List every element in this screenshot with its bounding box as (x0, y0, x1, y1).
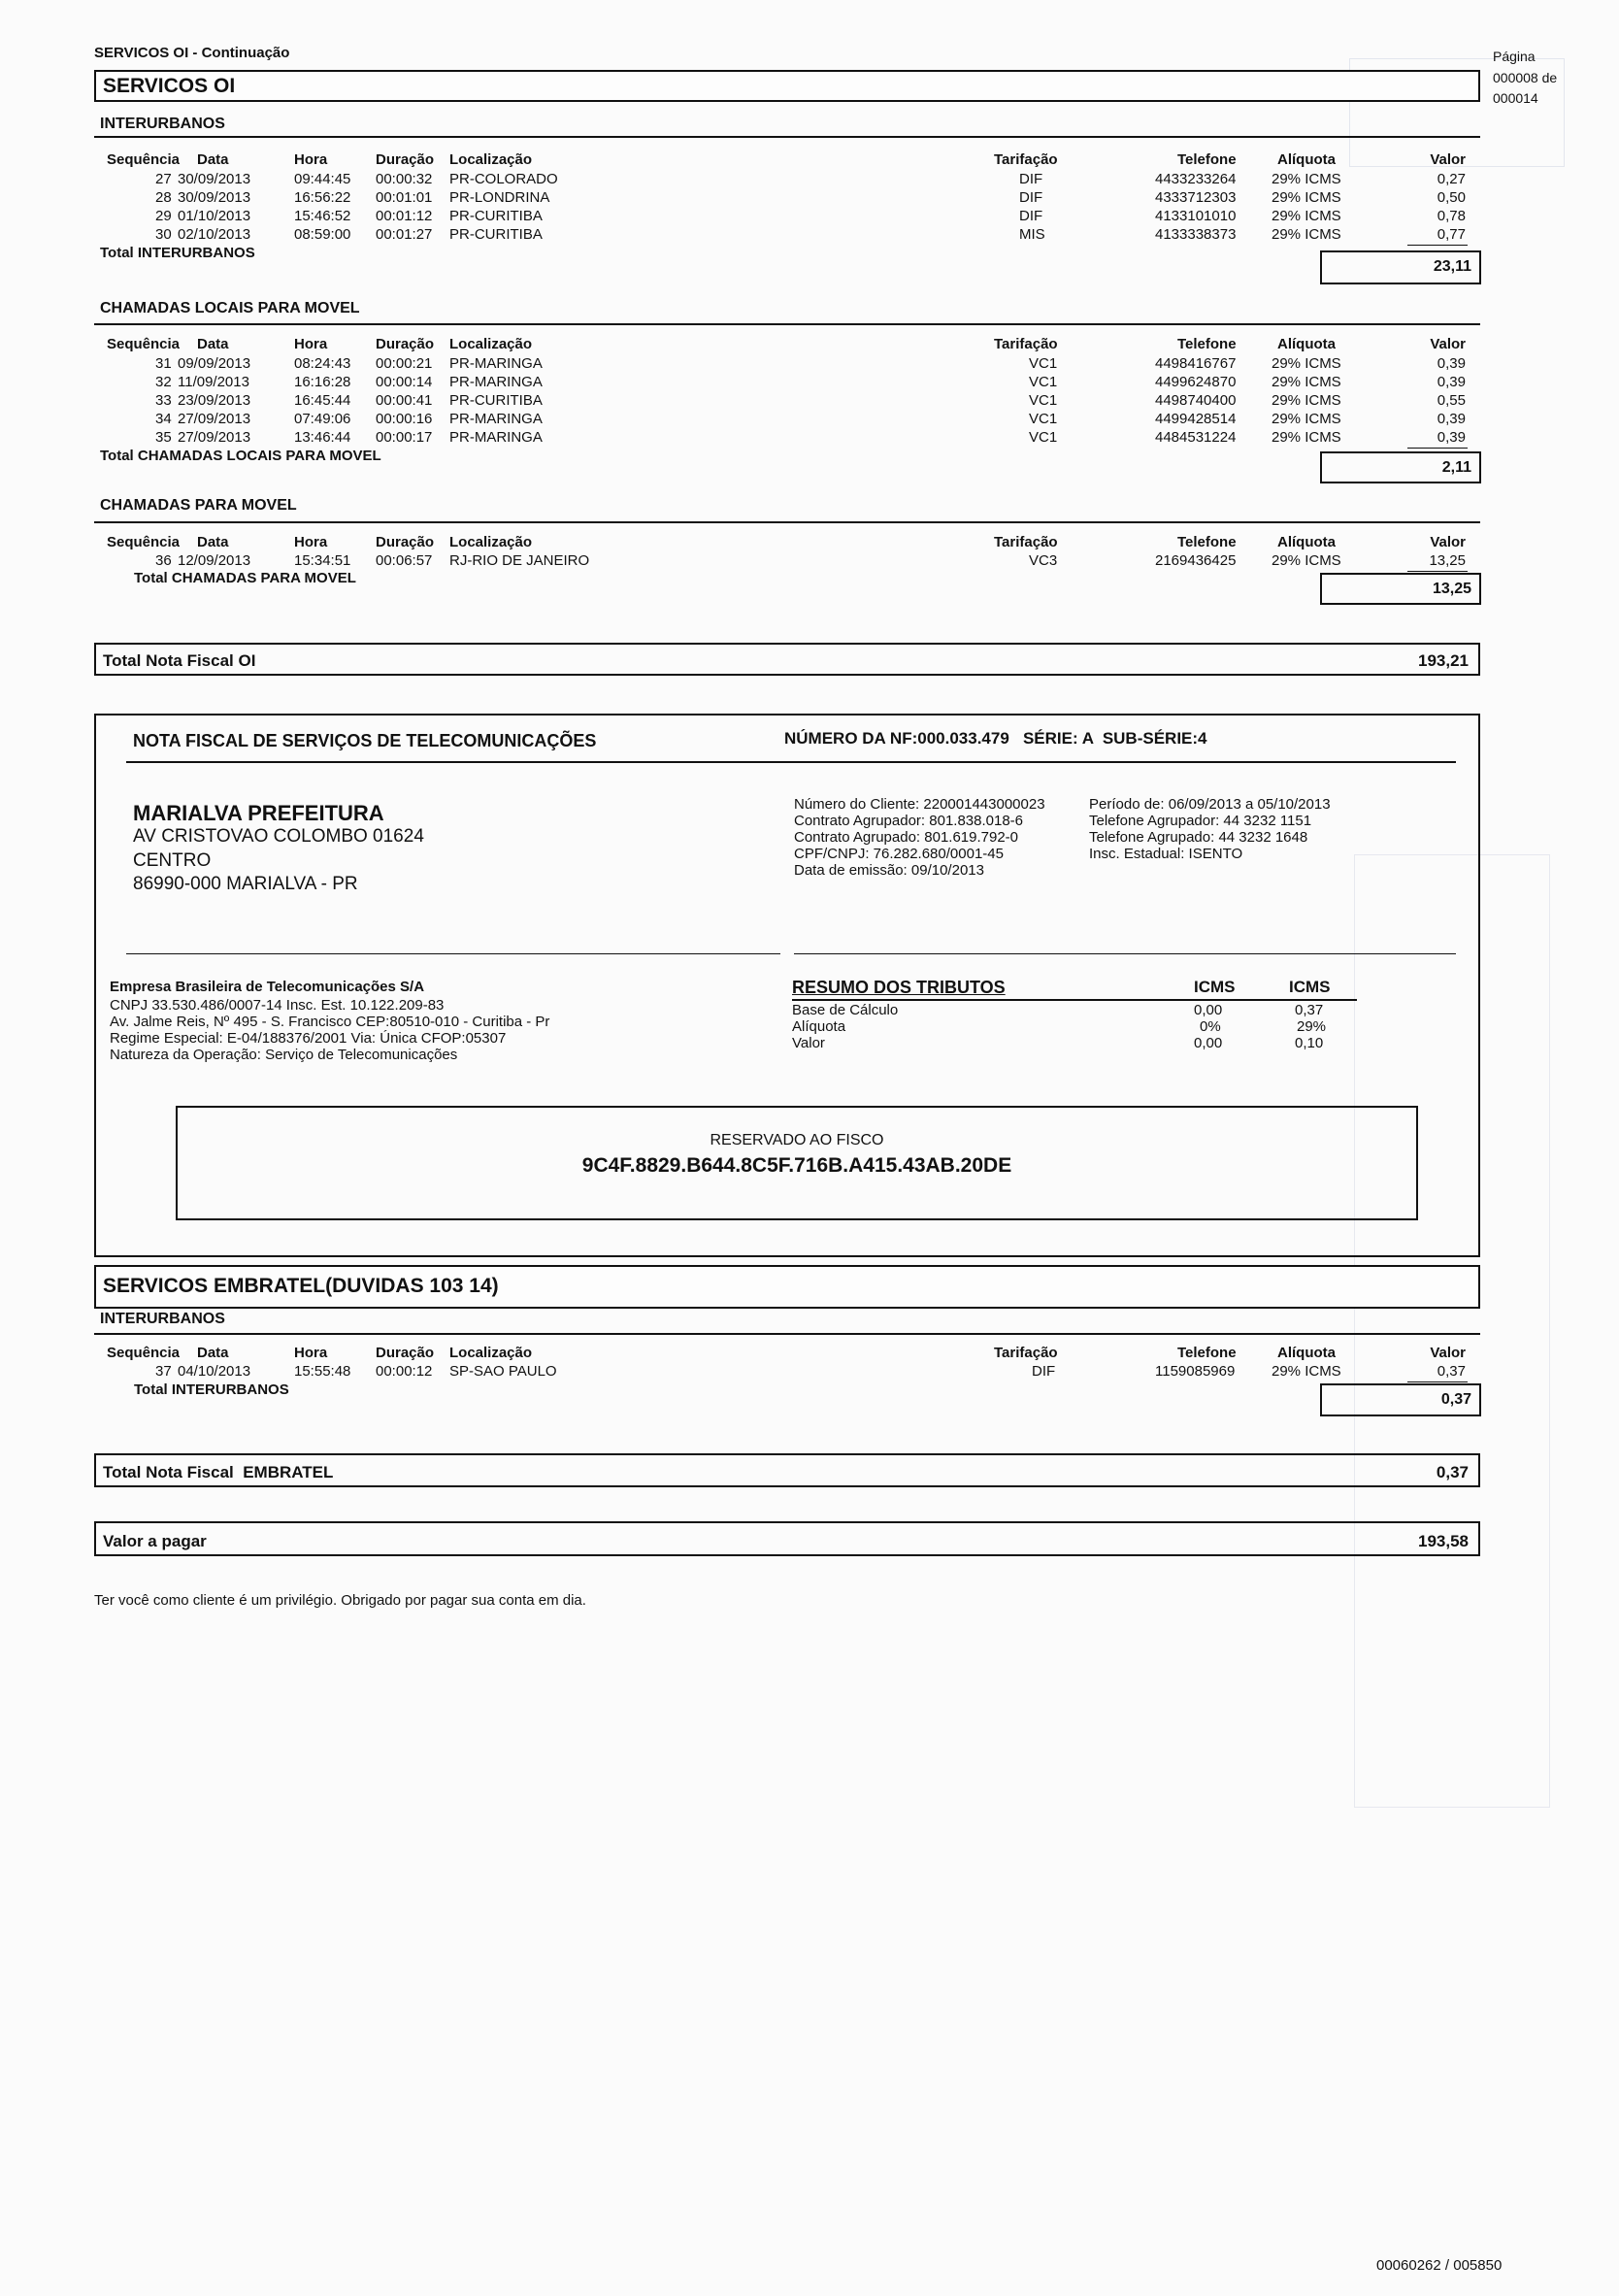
cell-tel: 2169436425 (1155, 552, 1237, 569)
cell-loc: PR-MARINGA (449, 429, 543, 446)
cell-data: 12/09/2013 (178, 552, 251, 569)
amount-due-label: Valor a pagar (103, 1532, 207, 1550)
cell-tar: VC1 (1029, 374, 1058, 390)
col-val: Valor (1430, 336, 1466, 352)
tax-v2: 0,37 (1295, 1002, 1324, 1018)
subtotal-label: Total CHAMADAS LOCAIS PARA MOVEL (100, 448, 381, 464)
cell-hora: 15:55:48 (294, 1363, 351, 1380)
footer-code: 00060262 / 005850 (1376, 2257, 1503, 2274)
col-dur: Duração (376, 534, 435, 550)
cell-tar: DIF (1019, 171, 1043, 187)
tax-v2: 29% (1297, 1018, 1327, 1035)
issuer-line: Av. Jalme Reis, Nº 495 - S. Francisco CEP:80510-010 - Curitiba - Pr (110, 1014, 550, 1030)
col-loc: Localização (449, 336, 533, 352)
nf-total-label: Total Nota Fiscal OI (103, 651, 256, 670)
col-data: Data (197, 151, 229, 168)
cell-dur: 00:00:32 (376, 171, 433, 187)
col-dur: Duração (376, 1345, 435, 1361)
cell-tar: DIF (1019, 208, 1043, 224)
col-dur: Duração (376, 151, 435, 168)
underline (1407, 245, 1468, 246)
tax-col-1: ICMS (1194, 978, 1236, 996)
cell-tar: DIF (1019, 189, 1043, 206)
tax-label: Base de Cálculo (792, 1002, 899, 1018)
cell-aliq: 29% ICMS (1272, 392, 1341, 409)
cell-val: 0,55 (1437, 392, 1466, 409)
nf-total-value: 0,37 (1436, 1463, 1469, 1481)
cell-dur: 00:00:41 (376, 392, 433, 409)
tax-summary-title: RESUMO DOS TRIBUTOS (792, 978, 1006, 997)
info-line: Data de emissão: 09/10/2013 (794, 862, 984, 879)
info-right (1089, 796, 1331, 862)
cell-aliq: 29% ICMS (1272, 171, 1341, 187)
cell-tel: 4433233264 (1155, 171, 1237, 187)
cell-data: 02/10/2013 (178, 226, 251, 243)
cell-hora: 08:59:00 (294, 226, 351, 243)
cell-loc: SP-SAO PAULO (449, 1363, 557, 1380)
cell-tel: 4498416767 (1155, 355, 1237, 372)
col-data: Data (197, 534, 229, 550)
col-tel: Telefone (1177, 534, 1237, 550)
underline (1407, 448, 1468, 449)
cell-hora: 08:24:43 (294, 355, 351, 372)
section-title: SERVICOS EMBRATEL(DUVIDAS 103 14) (103, 1275, 499, 1297)
cell-dur: 00:00:16 (376, 411, 433, 427)
subtotal-box: 2,11 (1320, 451, 1481, 483)
cell-val: 0,37 (1437, 1363, 1466, 1380)
tax-v1: 0% (1200, 1018, 1221, 1035)
continuation-title: SERVICOS OI - Continuação (94, 45, 290, 61)
col-aliq: Alíquota (1277, 534, 1336, 550)
info-line: Contrato Agrupado: 801.619.792-0 (794, 829, 1019, 846)
cell-hora: 07:49:06 (294, 411, 351, 427)
cell-seq: 29 (155, 208, 172, 224)
cell-seq: 32 (155, 374, 172, 390)
cell-val: 0,39 (1437, 429, 1466, 446)
cell-data: 01/10/2013 (178, 208, 251, 224)
info-line: Contrato Agrupador: 801.838.018-6 (794, 813, 1024, 829)
cell-hora: 15:34:51 (294, 552, 351, 569)
col-loc: Localização (449, 1345, 533, 1361)
divider (94, 323, 1480, 325)
col-loc: Localização (449, 151, 533, 168)
issuer-block (110, 979, 549, 1063)
cell-hora: 16:56:22 (294, 189, 351, 206)
cell-data: 23/09/2013 (178, 392, 251, 409)
cell-aliq: 29% ICMS (1272, 355, 1341, 372)
cell-seq: 30 (155, 226, 172, 243)
col-seq: Sequência (107, 336, 181, 352)
cell-hora: 15:46:52 (294, 208, 351, 224)
cell-tel: 4333712303 (1155, 189, 1237, 206)
info-line: Telefone Agrupador: 44 3232 1151 (1089, 813, 1312, 829)
subtotal-box: 23,11 (1320, 250, 1481, 284)
cell-seq: 31 (155, 355, 172, 372)
divider (792, 999, 1357, 1001)
underline (1407, 1381, 1468, 1382)
cell-val: 0,77 (1437, 226, 1466, 243)
col-tar: Tarifação (994, 151, 1058, 168)
page-total: 000014 (1493, 90, 1538, 106)
cell-loc: PR-CURITIBA (449, 392, 543, 409)
cell-loc: PR-LONDRINA (449, 189, 550, 206)
cell-loc: PR-MARINGA (449, 411, 543, 427)
page-number: 000008 de (1493, 70, 1558, 85)
cell-hora: 13:46:44 (294, 429, 351, 446)
cell-tel: 4133101010 (1155, 208, 1237, 224)
tax-label: Alíquota (792, 1018, 846, 1035)
info-line: Número do Cliente: 220001443000023 (794, 796, 1045, 813)
cell-dur: 00:00:21 (376, 355, 433, 372)
cell-seq: 27 (155, 171, 172, 187)
cell-tar: VC1 (1029, 355, 1058, 372)
issuer-line: CNPJ 33.530.486/0007-14 Insc. Est. 10.122.209-83 (110, 997, 445, 1014)
issuer-line: Regime Especial: E-04/188376/2001 Via: Única CFOP:05307 (110, 1030, 507, 1047)
cell-loc: PR-MARINGA (449, 374, 543, 390)
issuer-line: Natureza da Operação: Serviço de Telecomunicações (110, 1047, 458, 1063)
cell-dur: 00:00:12 (376, 1363, 433, 1380)
subsection-title: INTERURBANOS (100, 1311, 225, 1327)
col-tel: Telefone (1177, 1345, 1237, 1361)
client-district: CENTRO (133, 850, 212, 871)
cell-seq: 34 (155, 411, 172, 427)
cell-loc: RJ-RIO DE JANEIRO (449, 552, 590, 569)
cell-loc: PR-COLORADO (449, 171, 558, 187)
tax-v2: 0,10 (1295, 1035, 1324, 1051)
cell-aliq: 29% ICMS (1272, 552, 1341, 569)
cell-data: 30/09/2013 (178, 171, 251, 187)
nf-total-value: 193,21 (1418, 651, 1469, 670)
nf-total-oi (94, 643, 1480, 676)
cell-aliq: 29% ICMS (1272, 411, 1341, 427)
cell-val: 0,27 (1437, 171, 1466, 187)
cell-val: 0,39 (1437, 411, 1466, 427)
section-title: SERVICOS OI (103, 75, 236, 97)
cell-tar: DIF (1032, 1363, 1056, 1380)
cell-dur: 00:00:17 (376, 429, 433, 446)
col-aliq: Alíquota (1277, 1345, 1336, 1361)
subtotal-box: 13,25 (1320, 573, 1481, 605)
cell-seq: 28 (155, 189, 172, 206)
cell-tel: 4498740400 (1155, 392, 1237, 409)
amount-due-value: 193,58 (1418, 1532, 1469, 1550)
subsection-title: CHAMADAS LOCAIS PARA MOVEL (100, 300, 360, 316)
client-name: MARIALVA PREFEITURA (133, 801, 384, 825)
cell-tel: 4484531224 (1155, 429, 1237, 446)
cell-data: 30/09/2013 (178, 189, 251, 206)
tax-label: Valor (792, 1035, 825, 1051)
cell-aliq: 29% ICMS (1272, 189, 1341, 206)
cell-tel: 4133338373 (1155, 226, 1237, 243)
divider (126, 953, 780, 954)
cell-hora: 16:16:28 (294, 374, 351, 390)
client-city: 86990-000 MARIALVA - PR (133, 874, 358, 894)
col-hora: Hora (294, 534, 328, 550)
nf-title: NOTA FISCAL DE SERVIÇOS DE TELECOMUNICAÇÕES (133, 731, 597, 750)
cell-dur: 00:01:12 (376, 208, 433, 224)
cell-aliq: 29% ICMS (1272, 1363, 1341, 1380)
cell-seq: 36 (155, 552, 172, 569)
col-data: Data (197, 336, 229, 352)
section-header-embratel (94, 1265, 1480, 1309)
cell-tar: VC1 (1029, 411, 1058, 427)
col-aliq: Alíquota (1277, 151, 1336, 168)
nf-total-label: Total Nota Fiscal EMBRATEL (103, 1463, 334, 1481)
cell-aliq: 29% ICMS (1272, 374, 1341, 390)
cell-aliq: 29% ICMS (1272, 226, 1341, 243)
col-data: Data (197, 1345, 229, 1361)
col-val: Valor (1430, 151, 1466, 168)
cell-tel: 4499624870 (1155, 374, 1237, 390)
cell-data: 27/09/2013 (178, 411, 251, 427)
col-tar: Tarifação (994, 1345, 1058, 1361)
divider (94, 1333, 1480, 1335)
cell-data: 09/09/2013 (178, 355, 251, 372)
cell-val: 13,25 (1429, 552, 1466, 569)
client-address: AV CRISTOVAO COLOMBO 01624 (133, 826, 424, 847)
info-line: CPF/CNPJ: 76.282.680/0001-45 (794, 846, 1004, 862)
cell-val: 0,39 (1437, 374, 1466, 390)
cell-aliq: 29% ICMS (1272, 208, 1341, 224)
col-tel: Telefone (1177, 151, 1237, 168)
col-tar: Tarifação (994, 336, 1058, 352)
cell-hora: 09:44:45 (294, 171, 351, 187)
info-left (794, 796, 1045, 879)
tax-v1: 0,00 (1194, 1002, 1223, 1018)
subsection-title: INTERURBANOS (100, 116, 225, 132)
col-seq: Sequência (107, 151, 181, 168)
col-dur: Duração (376, 336, 435, 352)
underline (1407, 571, 1468, 572)
info-line: Insc. Estadual: ISENTO (1089, 846, 1243, 862)
cell-aliq: 29% ICMS (1272, 429, 1341, 446)
cell-seq: 33 (155, 392, 172, 409)
col-loc: Localização (449, 534, 533, 550)
cell-loc: PR-MARINGA (449, 355, 543, 372)
cell-tel: 1159085969 (1155, 1363, 1236, 1380)
col-val: Valor (1430, 534, 1466, 550)
col-hora: Hora (294, 151, 328, 168)
info-line: Telefone Agrupado: 44 3232 1648 (1089, 829, 1308, 846)
cell-seq: 35 (155, 429, 172, 446)
fisco-label: RESERVADO AO FISCO (710, 1132, 884, 1148)
thank-you-message: Ter você como cliente é um privilégio. Obrigado por pagar sua conta em dia. (94, 1592, 586, 1609)
cell-loc: PR-CURITIBA (449, 226, 543, 243)
nf-total-embratel (94, 1453, 1480, 1487)
cell-tel: 4499428514 (1155, 411, 1237, 427)
cell-dur: 00:06:57 (376, 552, 433, 569)
cell-data: 04/10/2013 (178, 1363, 251, 1380)
section-header-oi (94, 70, 1480, 102)
subtotal-label: Total CHAMADAS PARA MOVEL (134, 570, 356, 586)
page-label: Página (1493, 49, 1536, 64)
subtotal-label: Total INTERURBANOS (134, 1381, 289, 1398)
cell-seq: 37 (155, 1363, 172, 1380)
cell-val: 0,39 (1437, 355, 1466, 372)
cell-hora: 16:45:44 (294, 392, 351, 409)
col-val: Valor (1430, 1345, 1466, 1361)
nf-number: NÚMERO DA NF:000.033.479 SÉRIE: A SUB-SÉRIE:4 (784, 729, 1207, 748)
cell-tar: VC1 (1029, 392, 1058, 409)
col-seq: Sequência (107, 534, 181, 550)
cell-val: 0,78 (1437, 208, 1466, 224)
divider (94, 521, 1480, 523)
cell-tar: VC1 (1029, 429, 1058, 446)
cell-data: 27/09/2013 (178, 429, 251, 446)
cell-tar: MIS (1019, 226, 1045, 243)
fisco-box (176, 1106, 1418, 1220)
col-tar: Tarifação (994, 534, 1058, 550)
cell-dur: 00:00:14 (376, 374, 433, 390)
col-hora: Hora (294, 336, 328, 352)
divider (94, 136, 1480, 138)
col-seq: Sequência (107, 1345, 181, 1361)
col-tel: Telefone (1177, 336, 1237, 352)
subtotal-box: 0,37 (1320, 1383, 1481, 1416)
divider (794, 953, 1456, 954)
cell-loc: PR-CURITIBA (449, 208, 543, 224)
tax-col-2: ICMS (1289, 978, 1331, 996)
info-line: Período de: 06/09/2013 a 05/10/2013 (1089, 796, 1331, 813)
tax-v1: 0,00 (1194, 1035, 1223, 1051)
fisco-code: 9C4F.8829.B644.8C5F.716B.A415.43AB.20DE (581, 1154, 1012, 1177)
col-hora: Hora (294, 1345, 328, 1361)
divider (126, 761, 1456, 763)
cell-dur: 00:01:27 (376, 226, 433, 243)
subsection-title: CHAMADAS PARA MOVEL (100, 497, 297, 514)
cell-dur: 00:01:01 (376, 189, 433, 206)
subtotal-label: Total INTERURBANOS (100, 245, 255, 261)
amount-due (94, 1521, 1480, 1556)
cell-tar: VC3 (1029, 552, 1058, 569)
cell-data: 11/09/2013 (178, 374, 249, 390)
cell-val: 0,50 (1437, 189, 1466, 206)
issuer-name: Empresa Brasileira de Telecomunicações S/A (110, 979, 425, 995)
col-aliq: Alíquota (1277, 336, 1336, 352)
